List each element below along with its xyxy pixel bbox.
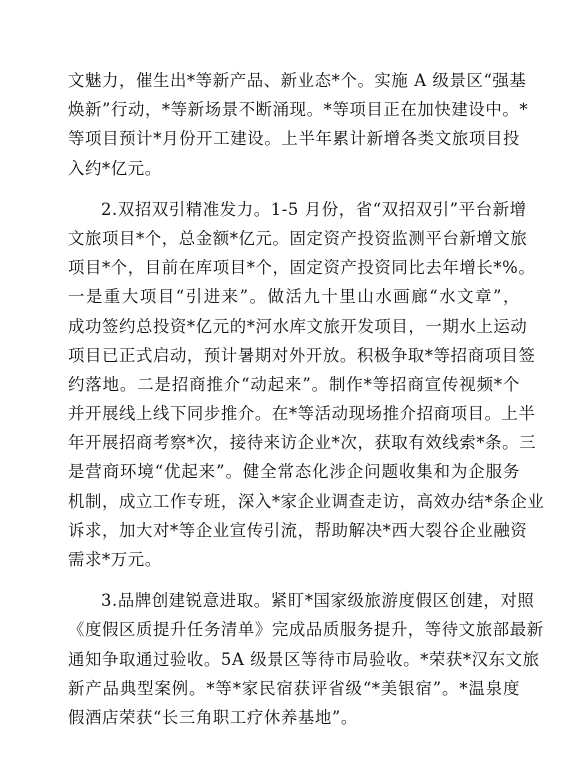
paragraph-investment <box>68 195 545 574</box>
text-line: 焕新”行动，*等新场景不断涌现。*等项目正在加快建设中。* <box>68 100 529 120</box>
text-line: 项目已正式启动，预计暑期对外开放。积极争取*等招商项目签 <box>68 345 536 365</box>
text-line: 是营商环境“优起来”。健全常态化涉企问题收集和为企服务 <box>68 462 520 482</box>
text-line: 等项目预计*月份开工建设。上半年累计新增各类文旅项目投 <box>68 129 520 149</box>
text-line: 约落地。二是招商推介“动起来”。制作*等招商宣传视频*个 <box>68 374 520 394</box>
text-line: 3.品牌创建锐意进取。紧盯*国家级旅游度假区创建，对照 <box>101 591 535 611</box>
text-line: 成功签约总投资*亿元的*河水库文旅开发项目，一期水上运动 <box>68 316 528 336</box>
text-line: 假酒店荣获“长三角职工疗休养基地”。 <box>68 707 358 727</box>
document-page <box>68 66 545 732</box>
paragraph-spacer <box>68 574 520 586</box>
text-line: 通知争取通过验收。5A 级景区等待市局验收。*荣获*汉东文旅 <box>68 649 540 669</box>
text-line: 《度假区质提升任务清单》完成品质服务提升，等待文旅部最新 <box>68 620 544 640</box>
text-line: 文旅项目*个，总金额*亿元。固定资产投资监测平台新增文旅 <box>68 228 528 248</box>
text-line: 文魅力，催生出*等新产品、新业态*个。实施 A 级景区“强基 <box>68 71 527 90</box>
text-line: 需求*万元。 <box>68 550 162 569</box>
paragraph-continuation <box>68 66 529 183</box>
text-line: 诉求，加大对*等企业宣传引流，帮助解决*西大裂谷企业融资 <box>68 520 528 540</box>
text-line: 年开展招商考察*次，接待来访企业*次，获取有效线索*条。三 <box>68 433 537 453</box>
text-line: 2.双招双引精准发力。1-5 月份，省“双招双引”平台新增 <box>101 199 527 219</box>
text-line: 新产品典型案例。*等*家民宿获评省级“*美银宿”。*温泉度 <box>68 678 520 698</box>
paragraph-brand <box>68 586 544 732</box>
text-line: 一是重大项目“引进来”。做活九十里山水画廊“水文章”， <box>68 287 520 307</box>
text-line: 项目*个，目前在库项目*个，固定资产投资同比去年增长*%。 <box>68 258 536 278</box>
text-line: 机制，成立工作专班，深入*家企业调查走访，高效办结*条企业 <box>68 491 545 511</box>
paragraph-spacer <box>68 183 520 195</box>
text-line: 并开展线上线下同步推介。在*等活动现场推介招商项目。上半 <box>68 404 536 424</box>
text-line: 入约*亿元。 <box>68 158 162 178</box>
